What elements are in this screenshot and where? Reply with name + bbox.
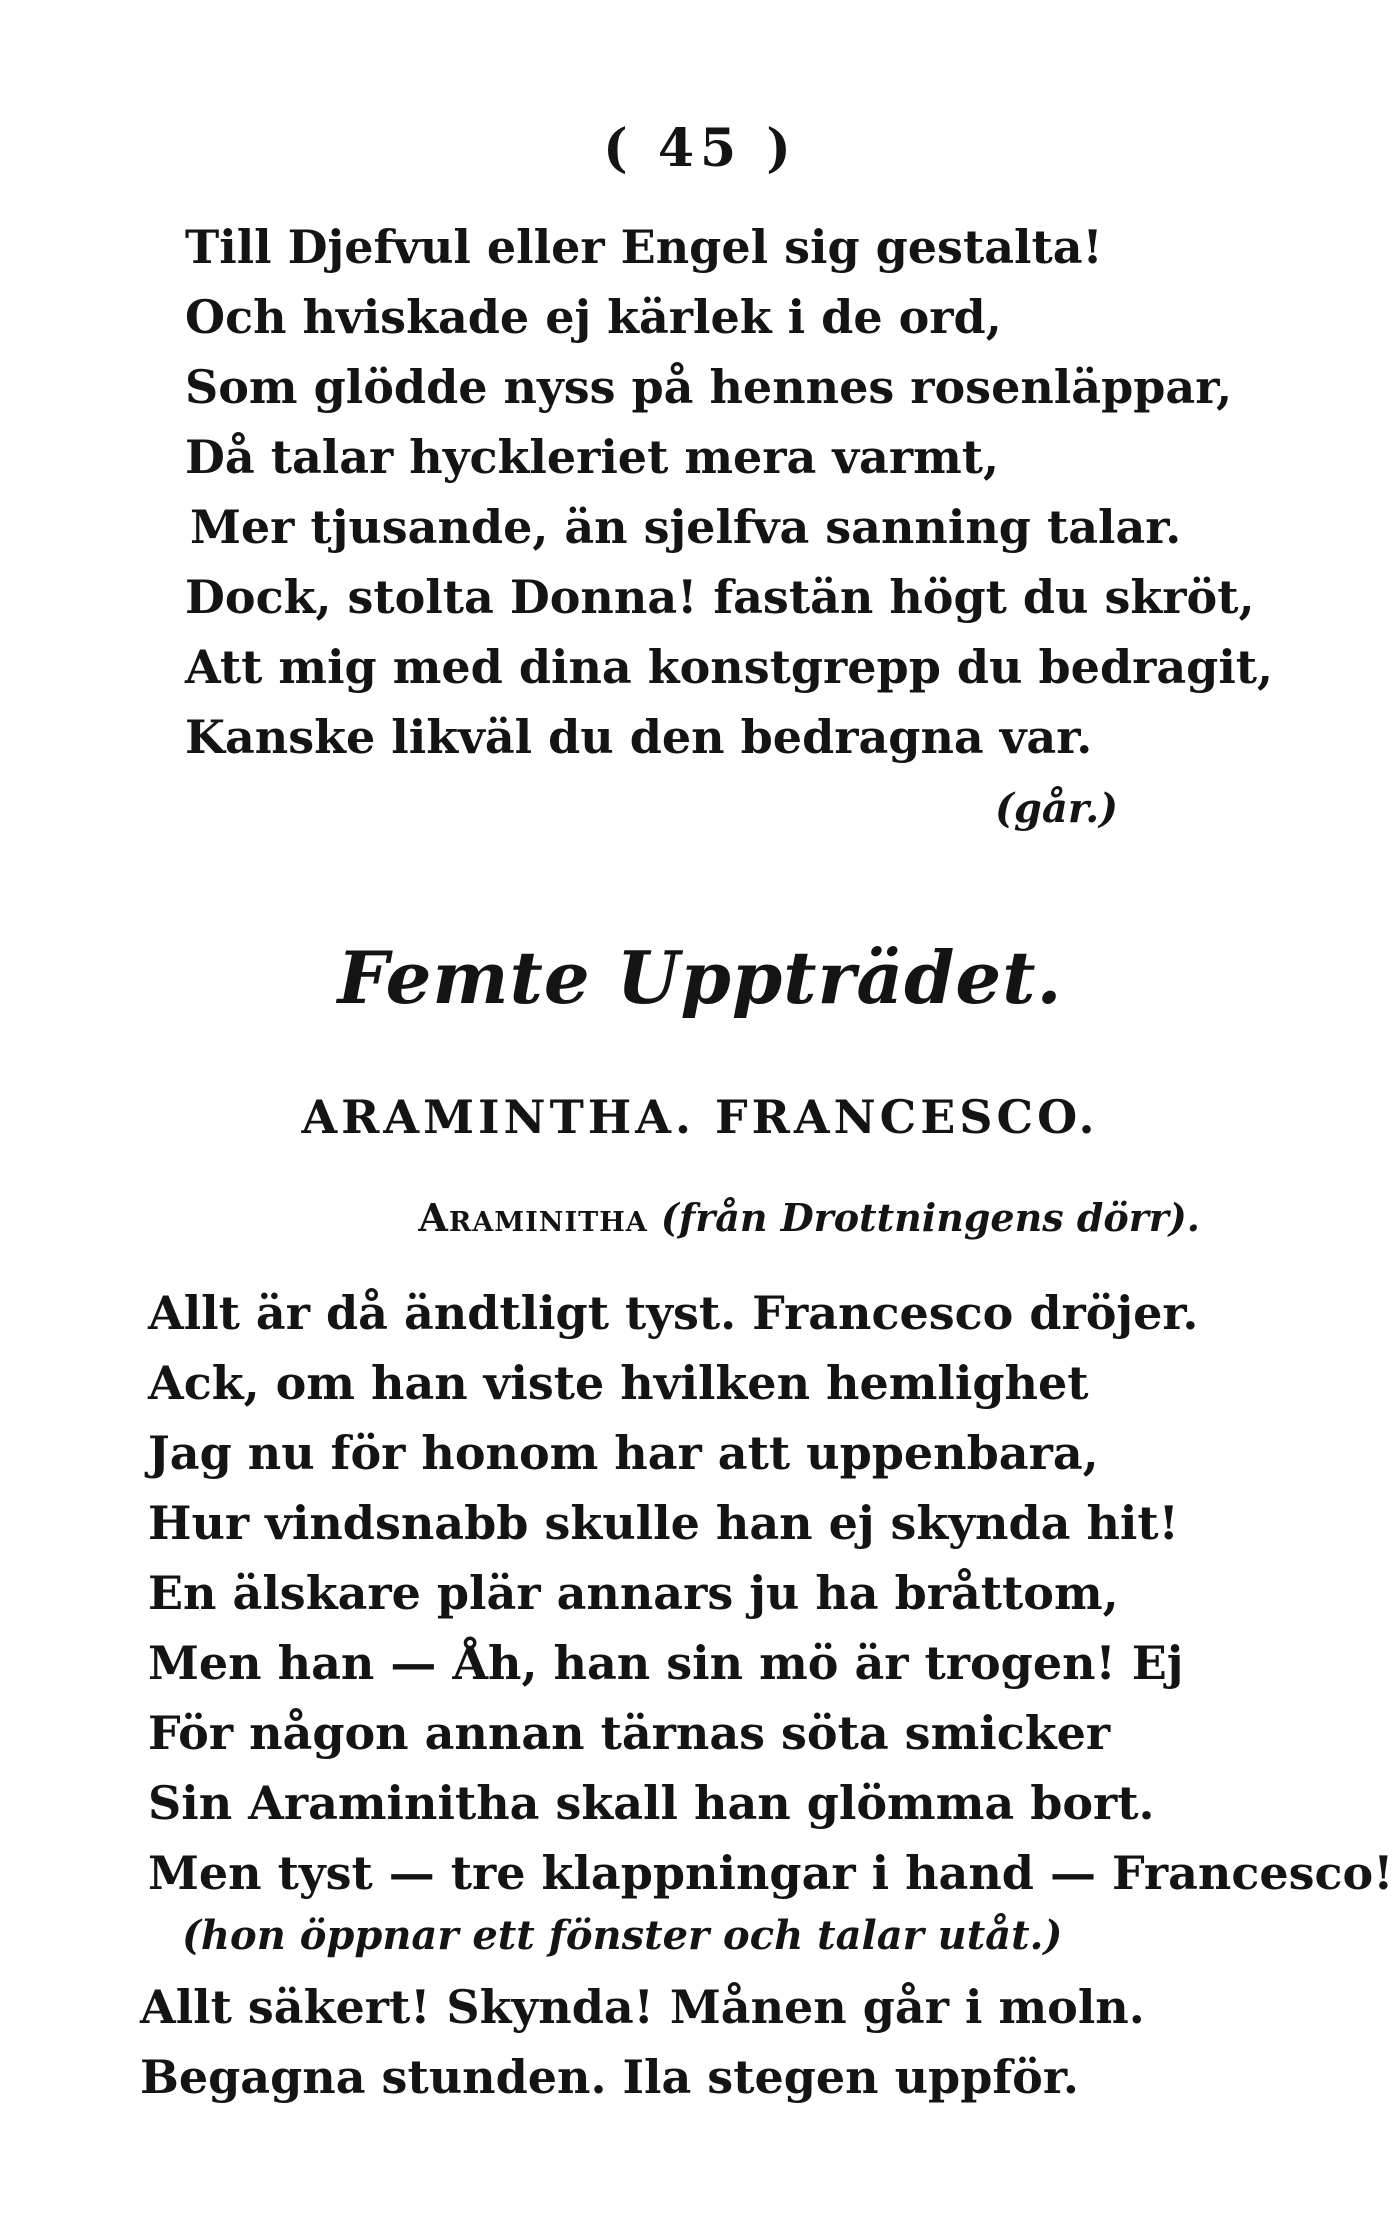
verse-line: Sin Araminitha skall han glömma bort. xyxy=(148,1776,1155,1830)
stage-direction: (hon öppnar ett fönster och talar utåt.) xyxy=(182,1912,1063,1959)
verse-line: För någon annan tärnas söta smicker xyxy=(148,1706,1111,1760)
verse-line: Begagna stunden. Ila stegen uppför. xyxy=(140,2050,1079,2104)
verse-block-top xyxy=(185,212,1273,772)
verse-line: Ack, om han viste hvilken hemlighet xyxy=(148,1356,1089,1410)
verse-line: Men han — Åh, han sin mö är trogen! Ej xyxy=(148,1636,1184,1690)
verse-line: Jag nu för honom har att uppenbara, xyxy=(148,1426,1099,1480)
speaker-name: Araminitha xyxy=(418,1195,648,1240)
cast-list: ARAMINTHA. FRANCESCO. xyxy=(301,1090,1099,1144)
verse-line: Att mig med dina konstgrepp du bedragit, xyxy=(185,640,1274,694)
verse-line: Mer tjusande, än sjelfva sanning talar. xyxy=(190,500,1182,554)
verse-block-end xyxy=(140,1972,1145,2112)
verse-line: Som glödde nyss på hennes rosenläppar, xyxy=(185,360,1233,414)
verse-line: Allt är då ändtligt tyst. Francesco dröjer. xyxy=(148,1286,1199,1340)
verse-line: Då talar hyckleriet mera varmt, xyxy=(185,430,1000,484)
verse-line: En älskare plär annars ju ha bråttom, xyxy=(148,1566,1119,1620)
verse-line: Dock, stolta Donna! fastän högt du skröt, xyxy=(185,570,1255,624)
speaker-heading xyxy=(418,1195,1200,1240)
verse-line: Till Djefvul eller Engel sig gestalta! xyxy=(185,220,1103,274)
verse-line: Men tyst — tre klappningar i hand — Francesco! xyxy=(148,1846,1394,1900)
verse-line: Hur vindsnabb skulle han ej skynda hit! xyxy=(148,1496,1179,1550)
verse-line: Allt säkert! Skynda! Månen går i moln. xyxy=(140,1980,1145,2034)
scene-title: Femte Uppträdet. xyxy=(337,935,1063,1020)
speaker-direction: (från Drottningens dörr). xyxy=(660,1195,1200,1240)
verse-block-bottom xyxy=(148,1278,1393,1908)
exit-stage-direction: (går.) xyxy=(995,785,1119,832)
verse-line: Kanske likväl du den bedragna var. xyxy=(185,710,1093,764)
page-number: ( 45 ) xyxy=(603,118,797,179)
verse-line: Och hviskade ej kärlek i de ord, xyxy=(185,290,1002,344)
